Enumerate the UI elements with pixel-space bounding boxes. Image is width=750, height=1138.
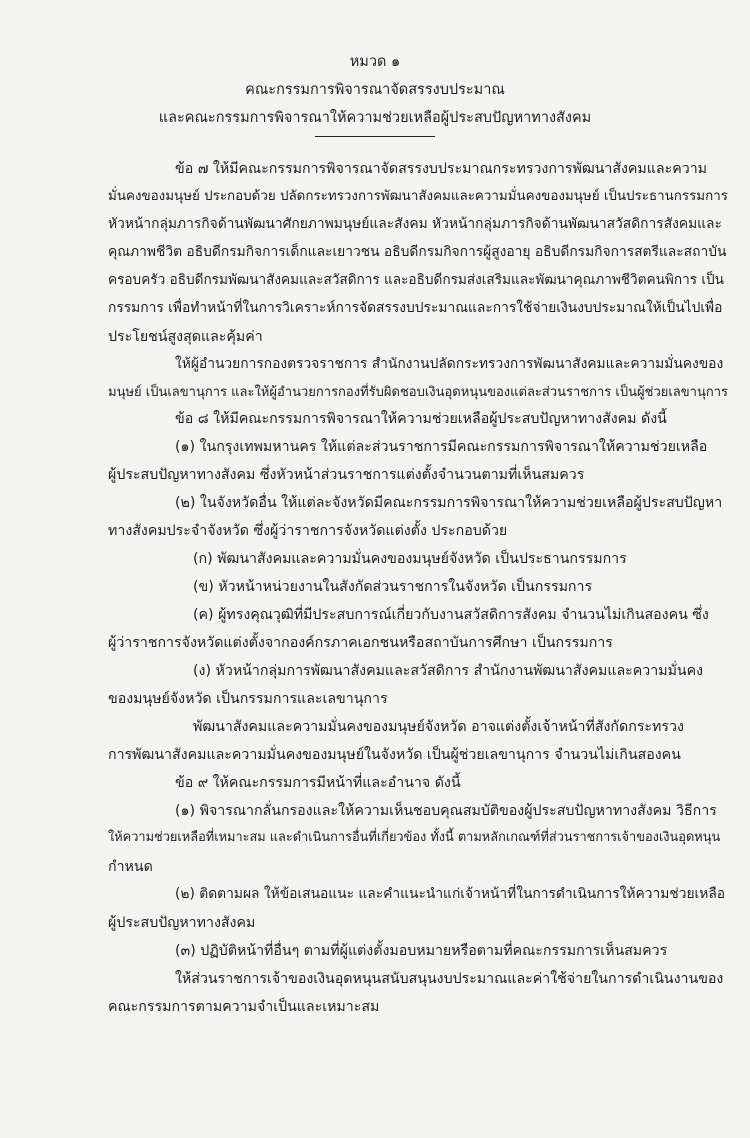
body-line: (ค) ผู้ทรงคุณวุฒิที่มีประสบการณ์เกี่ยวกับงานสวัสดิการสังคม จำนวนไม่เกินสองคน ซึ่ง [193,607,709,623]
body-line: (ง) หัวหน้ากลุ่มการพัฒนาสังคมและสวัสดิการ สำนักงานพัฒนาสังคมและความมั่นคง [193,663,704,679]
body-line: (๒) ติดตามผล ให้ข้อเสนอแนะ และคำแนะนำแก่เจ้าหน้าที่ในการดำเนินการให้ความช่วยเหลือ [175,886,726,902]
chapter-heading: หมวด ๑ [349,54,401,70]
body-line: คุณภาพชีวิต อธิบดีกรมกิจการเด็กและเยาวชน อธิบดีกรมกิจการผู้สูงอายุ อธิบดีกรมกิจการสตรีและสถาบัน [108,244,727,260]
body-line: หัวหน้ากลุ่มภารกิจด้านพัฒนาศักยภาพมนุษย์และสังคม หัวหน้ากลุ่มภารกิจด้านพัฒนาสวัสดิการสังคมและ [108,216,722,232]
heading-divider [315,136,435,137]
body-line: ประโยชน์สูงสุดและคุ้มค่า [108,329,263,345]
body-line: ทางสังคมประจำจังหวัด ซึ่งผู้ว่าราชการจังหวัดแต่งตั้ง ประกอบด้วย [108,523,508,539]
body-line: ข้อ ๙ ให้คณะกรรมการมีหน้าที่และอำนาจ ดังนี้ [175,775,461,791]
body-line: ผู้ว่าราชการจังหวัดแต่งตั้งจากองค์กรภาคเอกชนหรือสถาบันการศึกษา เป็นกรรมการ [108,635,613,651]
body-line: ผู้ประสบปัญหาทางสังคม [108,915,256,931]
body-line: (๓) ปฏิบัติหน้าที่อื่นๆ ตามที่ผู้แต่งตั้งมอบหมายหรือตามที่คณะกรรมการเห็นสมควร [175,943,668,959]
body-line: (๒) ในจังหวัดอื่น ให้แต่ละจังหวัดมีคณะกรรมการพิจารณาให้ความช่วยเหลือผู้ประสบปัญหา [175,495,723,511]
body-line: กรรมการ เพื่อทำหน้าที่ในการวิเคราะห์การจัดสรรงบประมาณและการใช้จ่ายเงินงบประมาณให้เป็นไปเพื่อ [108,300,723,316]
body-line: ให้ผู้อำนวยการกองตรวจราชการ สำนักงานปลัดกระทรวงการพัฒนาสังคมและความมั่นคงของ [175,356,724,372]
body-line: การพัฒนาสังคมและความมั่นคงของมนุษย์ในจังหวัด เป็นผู้ช่วยเลขานุการ จำนวนไม่เกินสองคน [108,747,681,763]
body-line: (ข) หัวหน้าหน่วยงานในสังกัดส่วนราชการในจังหวัด เป็นกรรมการ [193,579,593,595]
body-line: ข้อ ๘ ให้มีคณะกรรมการพิจารณาให้ความช่วยเหลือผู้ประสบปัญหาทางสังคม ดังนี้ [175,411,667,427]
body-line: มั่นคงของมนุษย์ ประกอบด้วย ปลัดกระทรวงการพัฒนาสังคมและความมั่นคงของมนุษย์ เป็นประธานกรรมการ [108,189,728,204]
body-line: (ก) พัฒนาสังคมและความมั่นคงของมนุษย์จังหวัด เป็นประธานกรรมการ [193,551,627,567]
body-line: (๑) ในกรุงเทพมหานคร ให้แต่ละส่วนราชการมีคณะกรรมการพิจารณาให้ความช่วยเหลือ [175,439,708,455]
body-line: กำหนด [108,859,153,875]
body-line: พัฒนาสังคมและความมั่นคงของมนุษย์จังหวัด อาจแต่งตั้งเจ้าหน้าที่สังกัดกระทรวง [193,719,684,735]
body-line: ผู้ประสบปัญหาทางสังคม ซึ่งหัวหน้าส่วนราชการแต่งตั้งจำนวนตามที่เห็นสมควร [108,467,585,483]
body-line: ของมนุษย์จังหวัด เป็นกรรมการและเลขานุการ [108,691,388,707]
title-line-2: และคณะกรรมการพิจารณาให้ความช่วยเหลือผู้ประสบปัญหาทางสังคม [158,110,592,126]
body-line: ข้อ ๗ ให้มีคณะกรรมการพิจารณาจัดสรรงบประมาณกระทรวงการพัฒนาสังคมและความ [175,161,708,177]
body-line: มนุษย์ เป็นเลขานุการ และให้ผู้อำนวยการกองที่รับผิดชอบเงินอุดหนุนของแต่ละส่วนราชการ เป็นผู้ช่วยเลขานุการ [108,385,728,400]
body-line: ให้ส่วนราชการเจ้าของเงินอุดหนุนสนับสนุนงบประมาณและค่าใช้จ่ายในการดำเนินงานของ [175,971,724,987]
body-line: ให้ความช่วยเหลือที่เหมาะสม และดำเนินการอื่นที่เกี่ยวข้อง ทั้งนี้ ตามหลักเกณฑ์ที่ส่วนราชการเจ้าของเงินอุดหนุน [108,830,721,845]
body-line: (๑) พิจารณากลั่นกรองและให้ความเห็นชอบคุณสมบัติของผู้ประสบปัญหาทางสังคม วิธีการ [175,803,717,819]
body-line: ครอบครัว อธิบดีกรมพัฒนาสังคมและสวัสดิการ และอธิบดีกรมส่งเสริมและพัฒนาคุณภาพชีวิตคนพิการ เป็น [108,272,724,288]
title-line-1: คณะกรรมการพิจารณาจัดสรรงบประมาณ [245,82,505,98]
body-line: คณะกรรมการตามความจำเป็นและเหมาะสม [108,999,380,1015]
